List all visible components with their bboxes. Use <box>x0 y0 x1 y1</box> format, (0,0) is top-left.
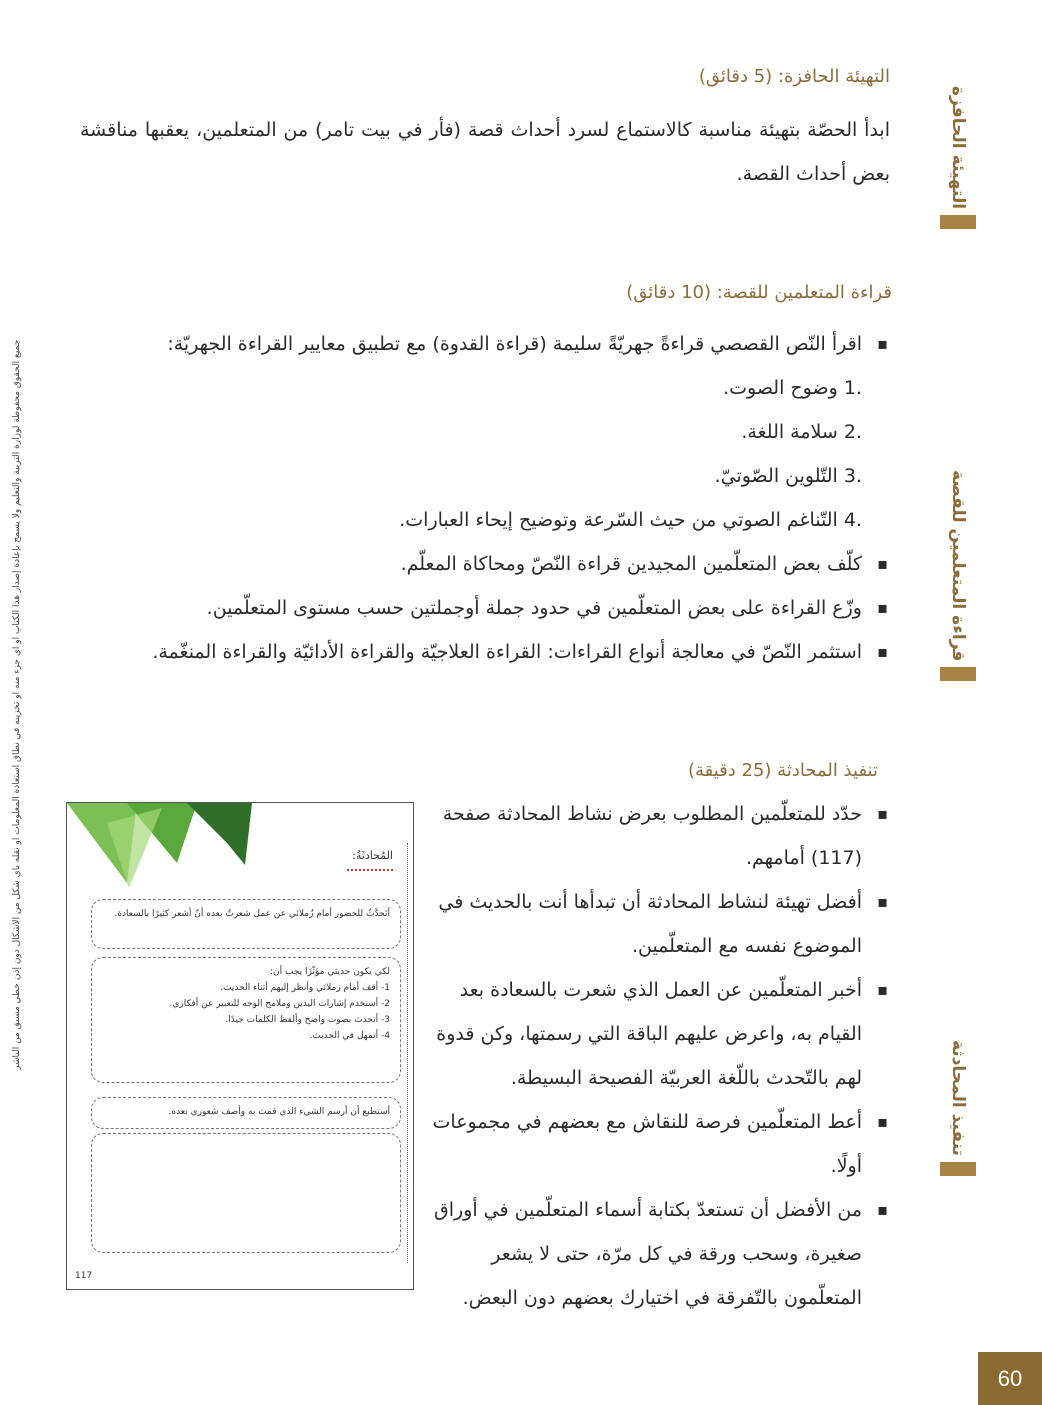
textbook-page-thumbnail <box>66 802 414 1290</box>
reading-bullets <box>82 542 888 674</box>
bullet-text: كلّف بعض المتعلّمين المجيدين قراءة النّصّ ومحاكاة المعلّم. <box>400 553 862 575</box>
reading-intro: اقرأ النّص القصصي قراءةً جهريّةً سليمة (قراءة القدوة) مع تطبيق معايير القراءة الجهريّة: <box>167 333 862 355</box>
list-item <box>82 322 888 366</box>
side-marker <box>940 215 976 229</box>
list-item <box>399 366 862 410</box>
item-number: .3 <box>837 465 862 487</box>
side-label-reading-group <box>940 470 976 681</box>
thumbnail-page-number: 117 <box>75 1271 93 1281</box>
list-item <box>82 630 888 674</box>
side-label-warmup-group <box>940 86 976 229</box>
item-number: .1 <box>837 377 862 399</box>
section-heading-warmup: التهيئة الحافزة: (5 دقائق) <box>698 66 890 87</box>
bullet-text: وزّع القراءة على بعض المتعلّمين في حدود جملة أوجملتين حسب مستوى المتعلّمين. <box>206 597 862 619</box>
side-label-warmup: التهيئة الحافزة <box>948 86 968 210</box>
reading-criteria-list <box>399 366 862 542</box>
thumbnail-box-task: أتَحدَّثُ للحضور أمام زُملائي عن عمل شعرتُ بعده أنّ أشعر كثيرًا بالسعادة. <box>91 899 401 949</box>
tip-item: 4- أتمهل في الحديث. <box>309 1031 390 1041</box>
side-label-reading: قراءة المتعلمين للقصة <box>948 470 968 662</box>
list-item <box>428 968 888 1100</box>
item-number: .4 <box>837 509 862 531</box>
section-heading-reading: قراءة المتعلمين للقصة: (10 دقائق) <box>626 282 892 303</box>
item-number: .2 <box>837 421 862 443</box>
bullet-text: حدّد للمتعلّمين المطلوب بعرض نشاط المحادثة صفحة (117) أمامهم. <box>442 803 862 869</box>
bullet-text: أخبر المتعلّمين عن العمل الذي شعرت بالسعادة بعد القيام به، واعرض عليهم الباقة التي رسمتها، وكن قدوة لهم بالتّحدث باللّغة العربيّة الفصيحة البسيطة. <box>436 979 862 1089</box>
side-marker <box>940 1162 976 1176</box>
list-item <box>399 454 862 498</box>
bullet-text: أعط المتعلّمين فرصة للنقاش مع بعضهم في مجموعات أولًا. <box>432 1111 862 1177</box>
bullet-icon: ▪ <box>877 1112 888 1131</box>
tip-item: 2- أستخدم إشارات اليدين وملامح الوجه للتعبير عن أفكاري. <box>169 999 390 1009</box>
bullet-icon: ▪ <box>877 892 888 911</box>
tip-item: 1- أقف أمام زملائي وأنظر إليهم أثناء الحديث. <box>220 983 390 993</box>
criterion-text: التّلوين الصّوتيّ. <box>714 465 838 487</box>
list-item <box>399 498 862 542</box>
side-label-conversation: تنفيذ المحادثة <box>948 1040 968 1156</box>
list-item <box>82 542 888 586</box>
reading-intro-list <box>82 322 888 366</box>
bullet-icon: ▪ <box>877 1200 888 1219</box>
title-underline <box>347 869 393 871</box>
page-number: 60 <box>978 1352 1042 1405</box>
section-heading-conversation: تنفيذ المحادثة (25 دقيقة) <box>687 760 878 781</box>
criterion-text: سلامة اللغة. <box>741 421 838 443</box>
list-item <box>82 586 888 630</box>
thumbnail-drawing-area <box>91 1133 401 1253</box>
list-item <box>428 1188 888 1320</box>
bullet-icon: ▪ <box>877 334 888 353</box>
thumbnail-box-tips <box>91 957 401 1083</box>
bullet-text: من الأفضل أن تستعدّ بكتابة أسماء المتعلّمين في أوراق صغيرة، وسحب ورقة في كل مرّة، حتى لا يشعر المتعلّمون بالتّفرقة في اختيارك بعضهم دون البعض. <box>433 1199 862 1309</box>
criterion-text: التّناغم الصوتي من حيث السّرعة وتوضيح إيحاء العبارات. <box>399 509 838 531</box>
conversation-bullets <box>428 792 888 1320</box>
pencil-shape <box>187 803 252 865</box>
list-item <box>428 792 888 880</box>
list-item <box>399 410 862 454</box>
tip-item: 3- أتحدث بصوت واضح وألفظ الكلمات جيدًا. <box>225 1015 390 1025</box>
thumbnail-side-rule <box>407 843 408 1263</box>
thumbnail-title: المُحادثَةُ: <box>352 849 393 862</box>
copyright-margin-note: جميع الحقوق محفوظة لوزارة التربية والتعليم ولا يسمح بإعادة إصدار هذا الكتاب أو أي جزء منه أو تخزينه في نطاق استعادة المعلومات أو نقله بأي شكل من الأشكال دون إذن خطي مسبق من الناشر <box>12 340 22 1071</box>
pencils-illustration <box>67 803 267 893</box>
bullet-icon: ▪ <box>877 980 888 999</box>
side-label-conversation-group <box>940 1040 976 1176</box>
side-marker <box>940 667 976 681</box>
bullet-icon: ▪ <box>877 554 888 573</box>
bullet-text: استثمر النّصّ في معالجة أنواع القراءات: القراءة العلاجيّة والقراءة الأدائيّة والقراءة المنغّمة. <box>152 641 862 663</box>
warmup-paragraph: ابدأ الحصّة بتهيئة مناسبة كالاستماع لسرد أحداث قصة (فأر في بيت تامر) من المتعلمين، يعقبها مناقشة بعض أحداث القصة. <box>80 119 890 185</box>
list-item <box>428 1100 888 1188</box>
thumbnail-box-draw: أستطيع أن أرسم الشيء الذي قمت به وأصف شعوري بعده. <box>91 1097 401 1129</box>
list-item <box>428 880 888 968</box>
bullet-text: أفضل تهيئة لنشاط المحادثة أن تبدأها أنت بالحديث في الموضوع نفسه مع المتعلّمين. <box>438 891 862 957</box>
bullet-icon: ▪ <box>877 598 888 617</box>
bullet-icon: ▪ <box>877 804 888 823</box>
bullet-icon: ▪ <box>877 642 888 661</box>
criterion-text: وضوح الصوت. <box>723 377 838 399</box>
tips-intro: لكي يكون حديثي مؤثّرًا يجب أن: <box>270 967 390 977</box>
